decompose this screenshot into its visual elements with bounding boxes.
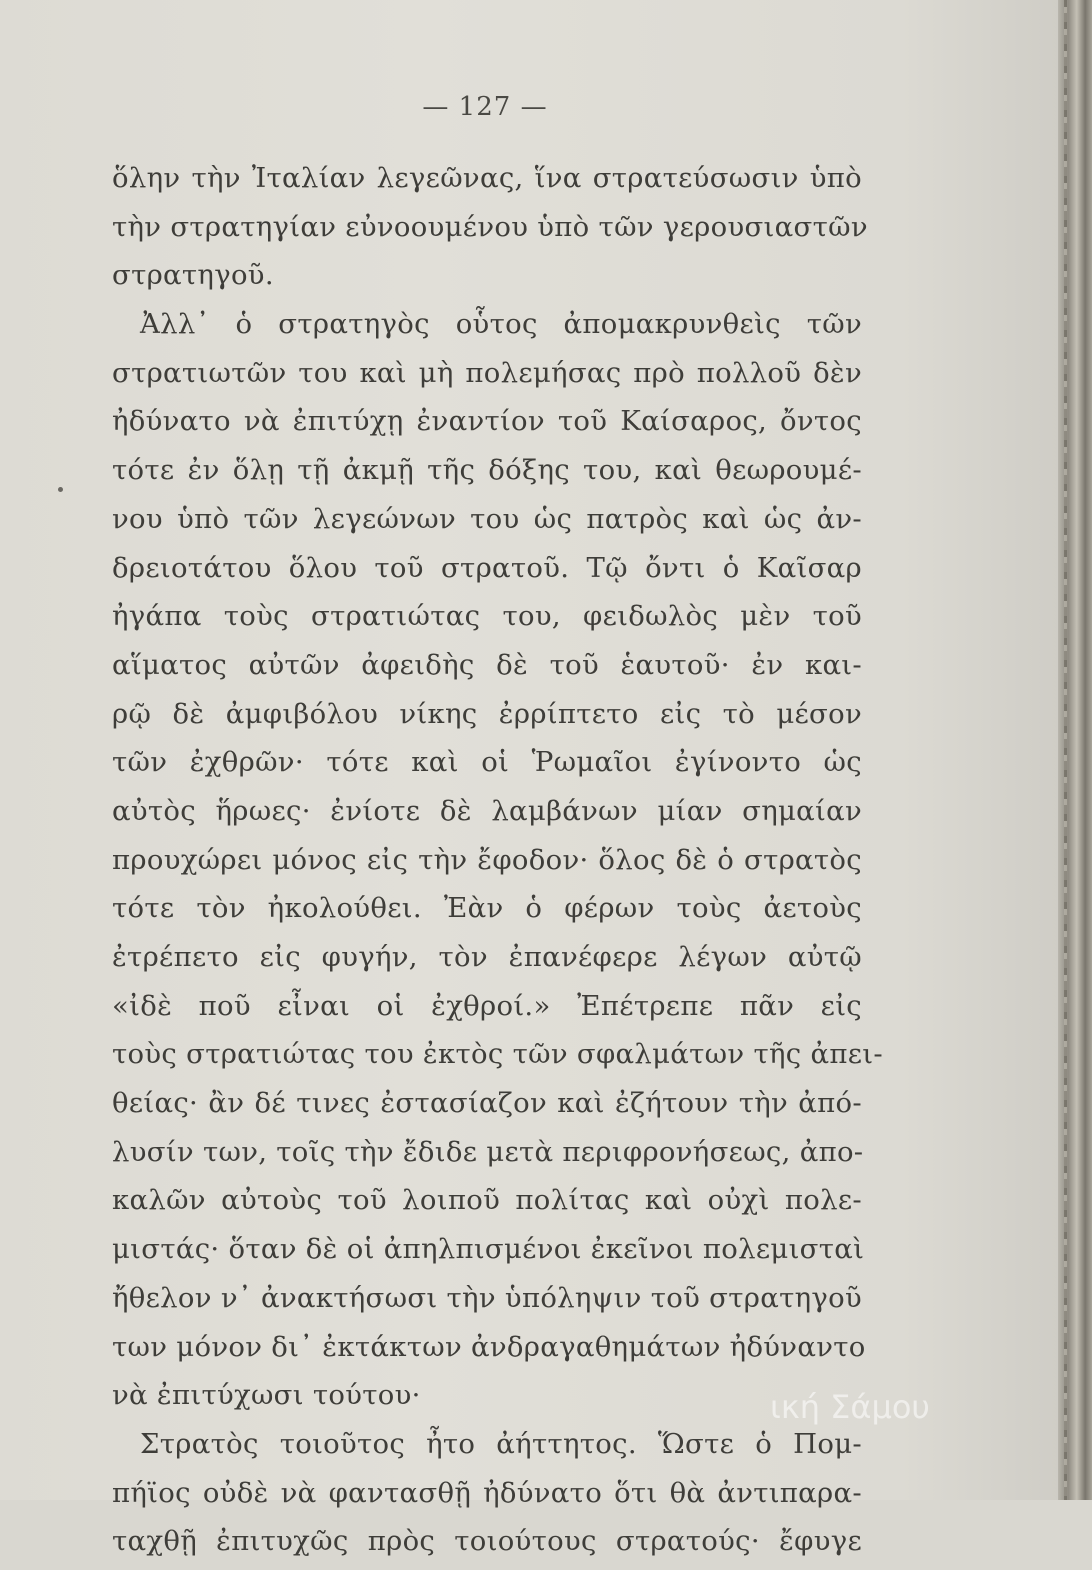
text-line: τότε ἐν ὅλῃ τῇ ἀκμῇ τῆς δόξης του, καὶ θεωρουμέ- (112, 454, 862, 487)
text-line: δρειοτάτου ὅλου τοῦ στρατοῦ. Τῷ ὄντι ὁ Καῖσαρ (112, 551, 862, 584)
text-line: Στρατὸς τοιοῦτος ἦτο ἀήττητος. Ὥστε ὁ Πομ- (140, 1427, 862, 1460)
text-line: προυχώρει μόνος εἰς τὴν ἔφοδον· ὅλος δὲ ὁ στρατὸς (112, 843, 862, 876)
page-number: — 127 — (422, 92, 548, 122)
text-line: ἤθελον ν᾽ ἀνακτήσωσι τὴν ὑπόληψιν τοῦ στρατηγοῦ (112, 1281, 862, 1314)
text-line: αἵματος αὐτῶν ἀφειδὴς δὲ τοῦ ἑαυτοῦ· ἐν και- (112, 648, 862, 681)
text-line: τῶν ἐχθρῶν· τότε καὶ οἱ Ῥωμαῖοι ἐγίνοντο ὡς (112, 746, 862, 779)
text-line: λυσίν των, τοῖς τὴν ἔδιδε μετὰ περιφρονήσεως, ἀπο- (112, 1135, 864, 1168)
text-line: πήϊος οὐδὲ νὰ φαντασθῇ ἠδύνατο ὅτι θὰ ἀντιπαρα- (112, 1476, 862, 1509)
text-line: ταχθῇ ἐπιτυχῶς πρὸς τοιούτους στρατούς· ἔφυγε (112, 1525, 862, 1558)
text-line: νου ὑπὸ τῶν λεγεώνων του ὡς πατρὸς καὶ ὡς ἀν- (112, 502, 862, 535)
body-text (112, 158, 883, 1570)
text-line: θείας· ἂν δέ τινες ἐστασίαζον καὶ ἐζήτουν τὴν ἀπό- (112, 1087, 862, 1120)
text-line: ἐτρέπετο εἰς φυγήν, τὸν ἐπανέφερε λέγων αὐτῷ (112, 941, 862, 973)
text-line: τότε τὸν ἠκολούθει. Ἐὰν ὁ φέρων τοὺς ἀετοὺς (112, 892, 862, 925)
text-line: ἠδύνατο νὰ ἐπιτύχῃ ἐναντίον τοῦ Καίσαρος, ὄντος (112, 405, 862, 438)
text-line: στρατηγοῦ. (112, 259, 274, 292)
text-line: μιστάς· ὅταν δὲ οἱ ἀπηλπισμένοι ἐκεῖνοι πολεμισταὶ (112, 1233, 865, 1266)
text-line: ρῷ δὲ ἀμφιβόλου νίκης ἐρρίπτετο εἰς τὸ μέσον (112, 697, 862, 730)
text-line: ἠγάπα τοὺς στρατιώτας του, φειδωλὸς μὲν τοῦ (112, 600, 862, 633)
text-line: τὴν στρατηγίαν εὐνοουμένου ὑπὸ τῶν γερουσιαστῶν (112, 210, 868, 243)
text-line: νὰ ἐπιτύχωσι τούτου· (112, 1379, 421, 1412)
text-line: ὅλην τὴν Ἰταλίαν λεγεῶνας, ἵνα στρατεύσωσιν ὑπὸ (112, 162, 862, 194)
text-line: των μόνον δι᾽ ἐκτάκτων ἀνδραγαθημάτων ἠδύναντο (112, 1330, 866, 1363)
text-line: καλῶν αὐτοὺς τοῦ λοιποῦ πολίτας καὶ οὐχὶ πολε- (112, 1184, 862, 1217)
ink-speck (58, 487, 63, 492)
text-line: «ἰδὲ ποῦ εἶναι οἱ ἐχθροί.» Ἐπέτρεπε πᾶν εἰς (112, 989, 862, 1022)
text-line: Ἀλλ᾽ ὁ στρατηγὸς οὗτος ἀπομακρυνθεὶς τῶν (140, 308, 862, 341)
text-line: στρατιωτῶν του καὶ μὴ πολεμήσας πρὸ πολλοῦ δὲν (112, 356, 862, 389)
book-spine-edge (1058, 0, 1092, 1500)
library-watermark: ική Σάμου (770, 1388, 930, 1426)
text-line: τοὺς στρατιώτας του ἐκτὸς τῶν σφαλμάτων τῆς ἀπει- (112, 1038, 883, 1071)
text-line: αὐτὸς ἥρωες· ἐνίοτε δὲ λαμβάνων μίαν σημαίαν (112, 794, 862, 827)
